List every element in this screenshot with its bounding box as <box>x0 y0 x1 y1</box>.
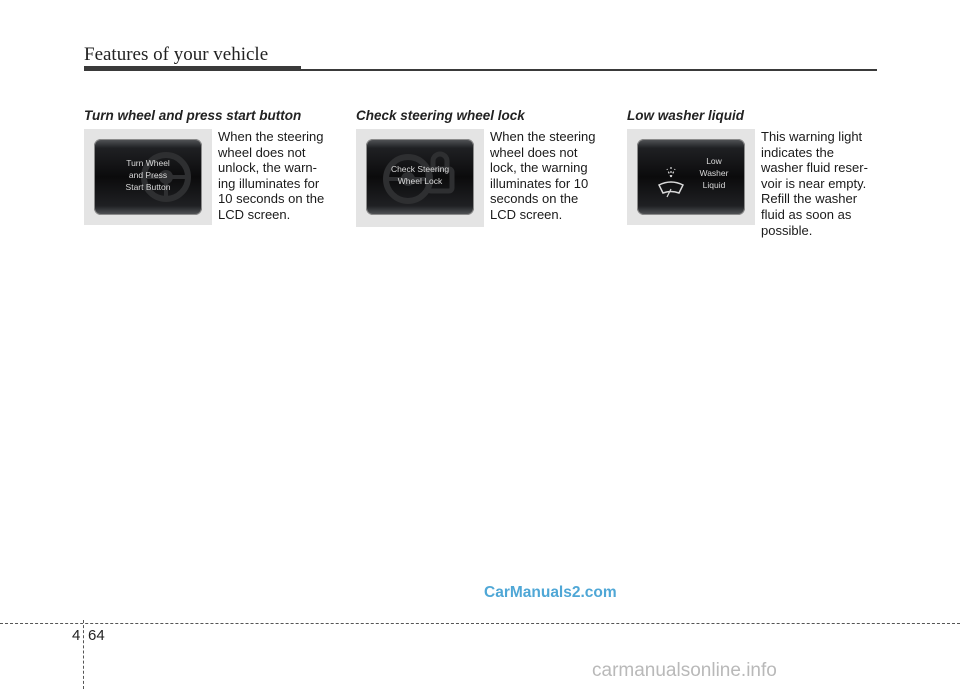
section-check-steering-lock <box>356 108 608 222</box>
lcd-panel <box>84 129 212 225</box>
section-heading: Check steering wheel lock <box>356 108 525 123</box>
section-heading: Turn wheel and press start button <box>84 108 302 123</box>
lcd-panel <box>627 129 755 225</box>
lcd-message: Check Steering Wheel Lock <box>390 164 450 186</box>
page-number: 64 <box>88 627 105 644</box>
header-title: Features of your vehicle <box>84 44 269 65</box>
watermark-top: CarManuals2.com <box>484 584 617 601</box>
header-bar <box>84 66 301 71</box>
section-description: This warning light indicates the washer fluid reser- voir is near empty. Refill the washer fluid as soon as possible. <box>761 129 868 238</box>
lcd-screen <box>637 139 745 215</box>
header-rule <box>301 69 877 71</box>
section-heading: Low washer liquid <box>627 108 745 123</box>
footer-rule <box>0 623 960 624</box>
footer-divider <box>83 620 84 689</box>
section-low-washer <box>627 108 879 238</box>
section-description: When the steering wheel does not unlock, the warn- ing illuminates for 10 seconds on the LCD screen. <box>218 129 325 222</box>
lcd-screen <box>366 139 474 215</box>
chapter-number: 4 <box>72 627 81 644</box>
lcd-screen <box>94 139 202 215</box>
lcd-message: Turn Wheel and Press Start Button <box>125 158 171 192</box>
watermark-bottom: carmanualsonline.info <box>592 660 777 681</box>
lcd-message: Low Washer Liquid <box>699 156 729 190</box>
lcd-panel <box>356 129 484 227</box>
section-description: When the steering wheel does not lock, the warning illuminates for 10 seconds on the LCD screen. <box>490 129 596 222</box>
section-turn-wheel <box>84 108 336 222</box>
